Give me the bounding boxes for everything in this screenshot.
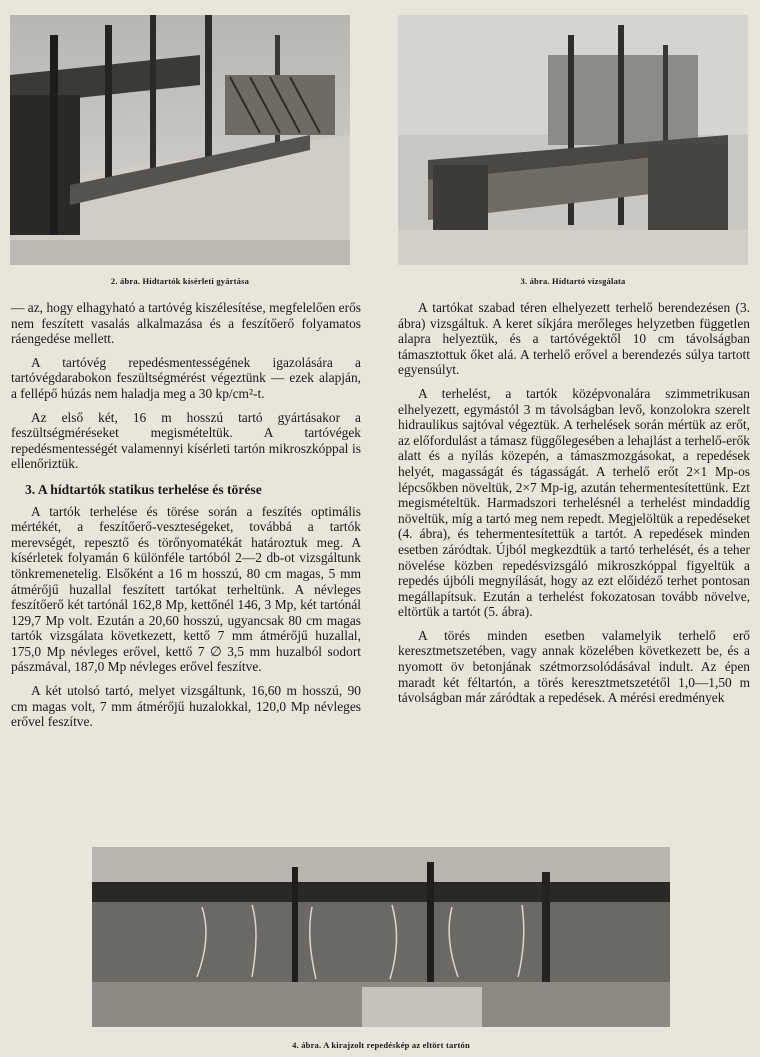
paragraph: — az, hogy elhagyható a tartóvég kiszélesítése, megfelelően erős nem feszített vasalás alkalmazása és a feszítőerő folyamatos ráengedése mellett.	[11, 300, 361, 347]
figure-4-photo	[92, 847, 670, 1027]
figure-3-caption: 3. ábra. Hídtartó vizsgálata	[520, 276, 626, 286]
figure-2-caption: 2. ábra. Hídtartók kísérleti gyártása	[110, 276, 250, 286]
paragraph: A terhelést, a tartók középvonalára szimmetrikusan elhelyezett, egymástól 3 m távolságban levő, konzolokra szerelt hidraulikus sajtóval végeztük. A terhelések során mértük az erőt, az előfordulást a támasz függőlegesében a lehajlást a terhelő-erők alatt és a nyílás közepén, a támaszmozgásokat, a repedések helyét, magasságát és tágasságát. A terhelő erőt 2×1 Mp-os lépcsőkben növeltük, 2×7 Mp-ig, azután tehermentesítettünk. Ezt megismételtük. Harmadszori terhelésnél a terhelést mindaddig növeltük, míg a tartó meg nem repedt. Megjelöltük a repedéseket (4. ábra), és tehermentesítettük a tartót. A repedések minden esetben záródtak. Újból megkezdtük a tartó terhelését, és a teher növelése közben repedésvizsgáló mikroszkóppal figyeltük a repedés újbóli megnyílását, hogy az ezt előidéző terhet pontosan megállapítsuk. Ezután a terhelést fokozatosan tovább növelve, eltörtük a tartót (5. ábra).	[398, 385, 750, 620]
left-column	[11, 300, 361, 738]
paragraph: A törés minden esetben valamelyik terhelő erő keresztmetszetében, vagy annak közelében következett be, és a nyomott öv betonjának szétmorzsolódásával indult. Az épen maradt két féltartón, a törés keresztmetszetétől 1,0—1,50 m távolságban már záródtak a repedések. A mérési eredmények	[398, 627, 750, 706]
paragraph: Az első két, 16 m hosszú tartó gyártásakor a feszültségméréseket megismételtük. A tartóvégek repedésmentességét valamennyi kísérleti tartón mikroszkóppal is ellenőriztük.	[11, 409, 361, 472]
figure-2-photo	[10, 15, 350, 265]
paragraph: A tartókat szabad téren elhelyezett terhelő berendezésen (3. ábra) vizsgáltuk. A keret síkjára merőleges helyzetben független alapra helyeztük, és a tartóvégektől 10 cm távolságban támasztottuk őket alá. A terhelő erővel a berendezés súlya tartott egyensúlyt.	[398, 300, 750, 378]
paragraph: A két utolsó tartó, melyet vizsgáltunk, 16,60 m hosszú, 90 cm magas volt, 7 mm átmérőjű huzalokkal, 120,0 Mp névleges erővel feszítve.	[11, 683, 361, 730]
paragraph: A tartók terhelése és törése során a feszítés optimális mértékét, a feszítőerő-veszteségeket, továbbá a tartók merevségét, repesztő és törőnyomatékát határoztuk meg. A kísérletek folyamán 6 különféle tartóból 2—2 db-ot vizsgáltunk tönkremenetelig. Elsőként a 16 m hosszú, 80 cm magas, 5 mm átmérőjű huzallal feszített tartókat terheltünk. A névleges feszítőerő két tartónál 162,8 Mp, kettőnél 146, 3 Mp, két tartónál 129,7 Mp volt. Ezután a 20,60 hosszú, ugyancsak 80 cm magas tartók vizsgálata következett, kettő 7 mm átmérőjű huzallal, 175,0 Mp névleges erővel, kettő 7 ∅ 3,5 mm huzalból sodort pászmával, 187,0 Mp névleges erővel feszítve.	[11, 503, 361, 675]
right-column	[398, 300, 750, 714]
paragraph: A tartóvég repedésmentességének igazolására a tartóvégdarabokon feszültségmérést végeztünk — ezek alapján, a fellépő húzás nem haladja meg a 30 kp/cm²-t.	[11, 354, 361, 401]
figure-4-caption: 4. ábra. A kirajzolt repedéskép az eltört tartón	[292, 1040, 470, 1050]
section-heading: 3. A hídtartók statikus terhelése és törése	[25, 481, 262, 497]
figure-3-photo	[398, 15, 748, 265]
